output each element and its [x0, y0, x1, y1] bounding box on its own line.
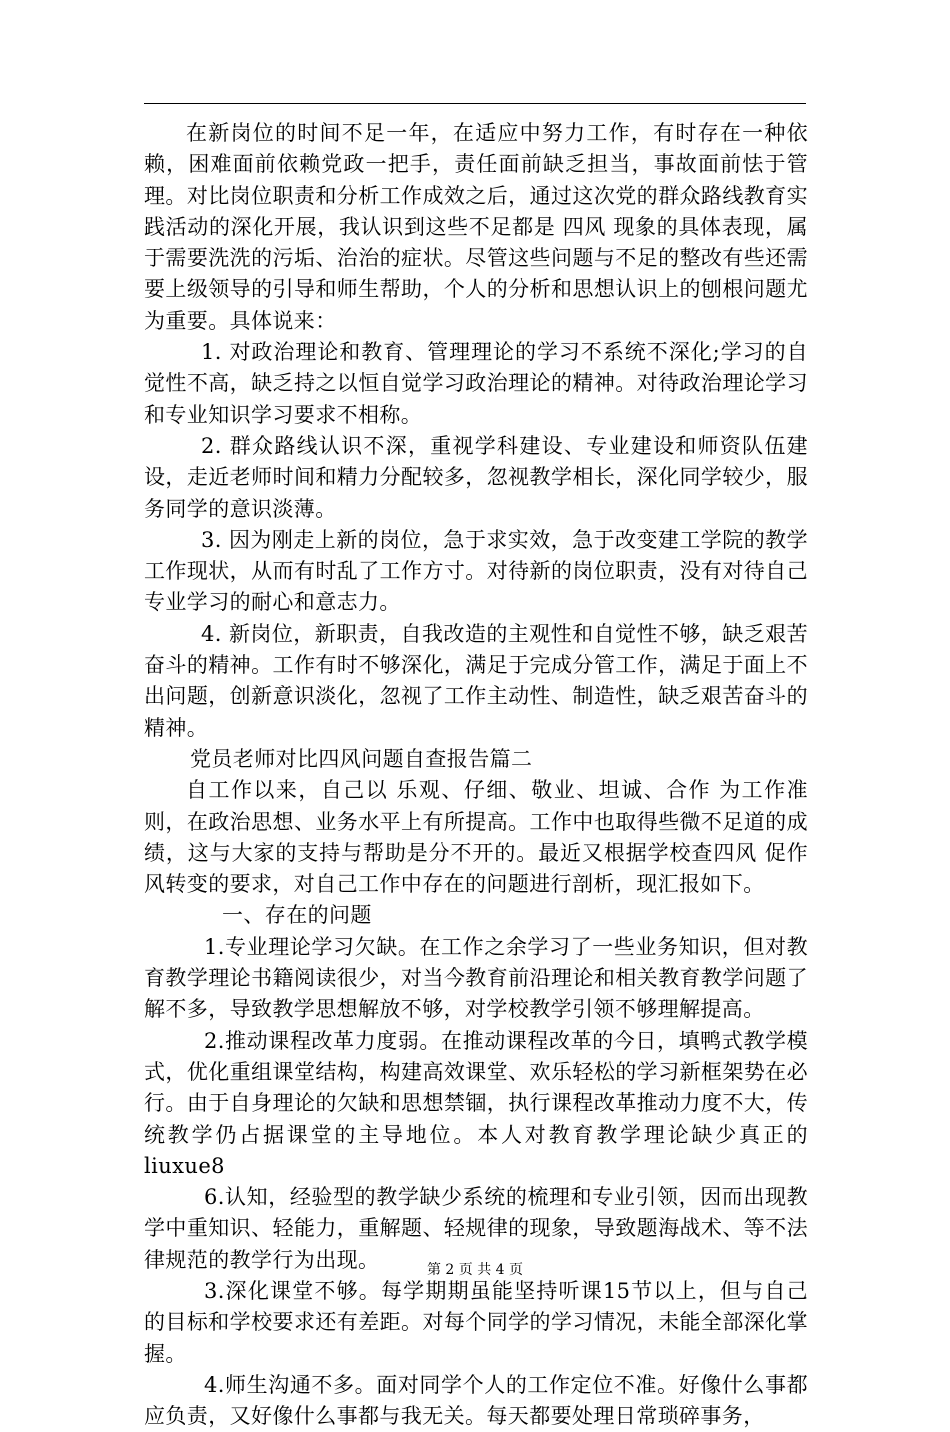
page-number-footer: 第 2 页 共 4 页: [426, 1262, 524, 1278]
paragraph-problem-2: 2.推动课程改革力度弱。在推动课程改革的今日，填鸭式教学模式，优化重组课堂结构，构建高效课堂、欢乐轻松的学习新框架势在必行。由于自身理论的欠缺和思想禁锢，执行课程改革推动力度不大，传统教学仍占据课堂的主导地位。本人对教育教学理论缺少真正的liuxue8: [144, 1028, 808, 1178]
paragraph-part-two-intro: 自工作以来，自己以 乐观、仔细、敬业、坦诚、合作 为工作准则，在政治思想、业务水平上有所提高。工作中也取得些微不足道的成绩，这与大家的支持与帮助是分不开的。最近又根据学校查四风 促作风转变的要求，对自己工作中存在的问题进行剖析，现汇报如下。: [144, 778, 808, 897]
paragraph-item-4: 4. 新岗位，新职责，自我改造的主观性和自觉性不够，缺乏艰苦奋斗的精神。工作有时不够深化，满足于完成分管工作，满足于面上不出问题，创新意识淡化，忽视了工作主动性、制造性，缺乏艰苦奋斗的精神。: [144, 621, 808, 740]
paragraph-item-2: 2. 群众路线认识不深，重视学科建设、专业建设和师资队伍建设，走近老师时间和精力分配较多，忽视教学相长，深化同学较少，服务同学的意识淡薄。: [144, 433, 808, 521]
subheading-existing-problems: 一、存在的问题: [222, 903, 372, 928]
document-body: [144, 118, 808, 1432]
paragraph-problem-4: 4.师生沟通不多。面对同学个人的工作定位不准。好像什么事都应负责，又好像什么事都与我无关。每天都要处理日常琐碎事务，: [144, 1372, 808, 1429]
paragraph-item-3: 3. 因为刚走上新的岗位，急于求实效，急于改变建工学院的教学工作现状，从而有时乱了工作方寸。对待新的岗位职责，没有对待自己专业学习的耐心和意志力。: [144, 527, 808, 615]
paragraph-intro: 在新岗位的时间不足一年，在适应中努力工作，有时存在一种依赖，困难面前依赖党政一把手，责任面前缺乏担当，事故面前怯于管理。对比岗位职责和分析工作成效之后，通过这次党的群众路线教育实践活动的深化开展，我认识到这些不足都是 四风 现象的具体表现，属于需要洗洗的污垢、治治的症状。尽管这些问题与不足的整改有些还需要上级领导的引导和师生帮助，个人的分析和思想认识上的刨根问题尤为重要。具体说来：: [144, 121, 808, 333]
paragraph-item-1: 1. 对政治理论和教育、管理理论的学习不系统不深化;学习的自觉性不高，缺乏持之以恒自觉学习政治理论的精神。对待政治理论学习和专业知识学习要求不相称。: [144, 340, 808, 427]
paragraph-problem-1: 1.专业理论学习欠缺。在工作之余学习了一些业务知识，但对教育教学理论书籍阅读很少，对当今教育前沿理论和相关教育教学问题了解不多，导致教学思想解放不够，对学校教学引领不够理解提高。: [144, 934, 808, 1022]
header-rule: [144, 103, 806, 104]
section-heading-part-two: 党员老师对比四风问题自查报告篇二: [190, 746, 533, 771]
paragraph-problem-3: 3.深化课堂不够。每学期期虽能坚持听课15节以上，但与自己的目标和学校要求还有差距。对每个同学的学习情况，未能全部深化掌握。: [144, 1278, 808, 1366]
paragraph-problem-6: 6.认知，经验型的教学缺少系统的梳理和专业引领，因而出现教学中重知识、轻能力，重解题、轻规律的现象，导致题海战术、等不法律规范的教学行为出现。: [144, 1185, 808, 1272]
